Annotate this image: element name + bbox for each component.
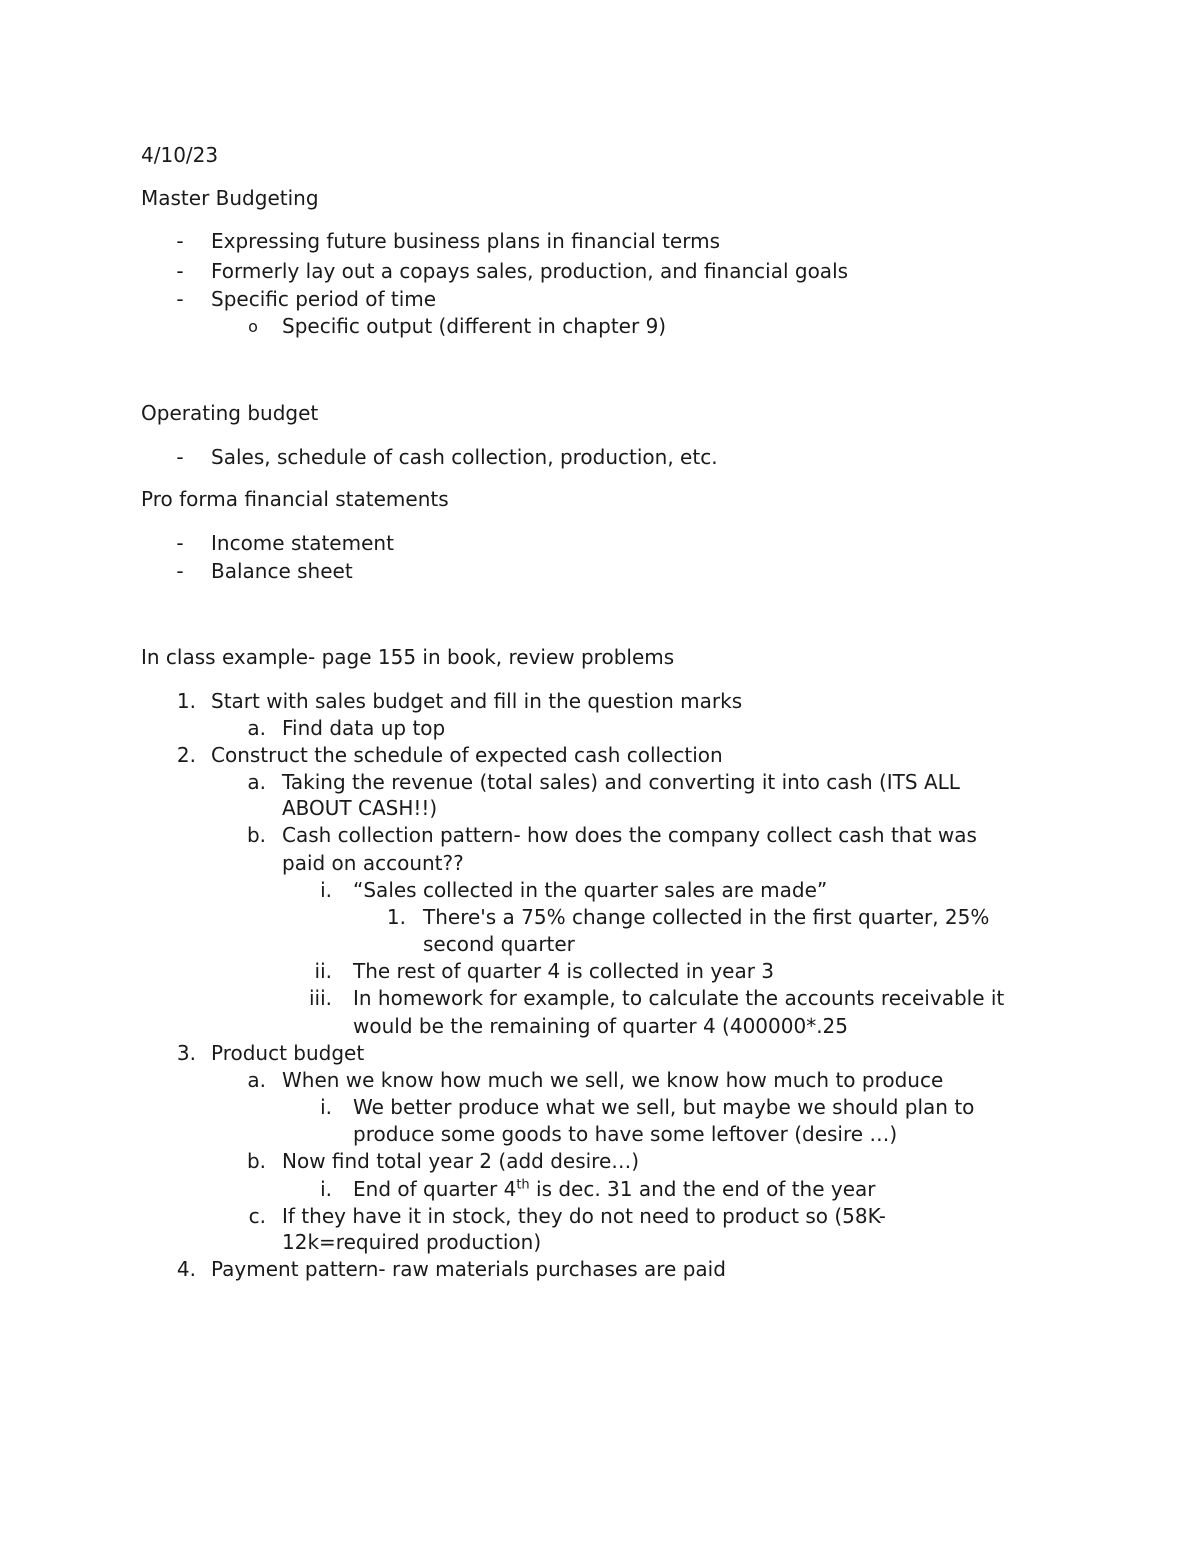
bullet-text: Income statement <box>211 531 394 555</box>
bullet-text: Expressing future business plans in financial terms <box>211 229 720 253</box>
list-marker: b. <box>246 1149 266 1173</box>
list-item-text: The rest of quarter 4 is collected in year 3 <box>353 959 775 983</box>
sub-bullet-text: Specific output (different in chapter 9) <box>282 314 667 338</box>
list-item-text: ABOUT CASH!!) <box>282 796 438 820</box>
list-marker: a. <box>247 770 266 794</box>
list-marker: 3. <box>176 1041 196 1065</box>
heading-in-class-example: In class example- page 155 in book, review problems <box>141 645 675 669</box>
list-item-text: In homework for example, to calculate the accounts receivable it <box>353 986 1005 1010</box>
list-marker: c. <box>248 1204 266 1228</box>
list-item-text: paid on account?? <box>282 851 464 875</box>
list-item-text: If they have it in stock, they do not need to product so (58K- <box>282 1204 886 1228</box>
list-item-text: Payment pattern- raw materials purchases are paid <box>211 1257 726 1281</box>
bullet-marker: - <box>176 559 184 583</box>
bullet-text: Formerly lay out a copays sales, production, and financial goals <box>211 259 849 283</box>
list-marker: i. <box>320 878 332 902</box>
list-marker: i. <box>320 1095 332 1119</box>
list-item-text: second quarter <box>423 932 575 956</box>
heading-master-budgeting: Master Budgeting <box>141 186 319 210</box>
list-item-text <box>353 1179 876 1199</box>
list-item-text: We better produce what we sell, but maybe we should plan to <box>353 1095 975 1119</box>
list-marker: a. <box>247 716 266 740</box>
list-marker: a. <box>247 1068 266 1092</box>
bullet-marker: - <box>176 445 184 469</box>
list-marker: i. <box>320 1177 332 1201</box>
list-marker: 2. <box>176 743 196 767</box>
text-segment: End of quarter 4 <box>353 1177 517 1201</box>
list-marker: ii. <box>314 959 332 983</box>
bullet-text: Specific period of time <box>211 287 437 311</box>
bullet-marker: - <box>176 259 184 283</box>
list-item-text: There's a 75% change collected in the first quarter, 25% <box>423 905 990 929</box>
list-marker: 1. <box>386 905 406 929</box>
list-item-text: Product budget <box>211 1041 365 1065</box>
list-marker: b. <box>246 823 266 847</box>
list-marker: iii. <box>308 986 332 1010</box>
list-item-text: “Sales collected in the quarter sales are made” <box>353 878 828 902</box>
list-item-text: Cash collection pattern- how does the company collect cash that was <box>282 823 977 847</box>
list-item-text: Find data up top <box>282 716 446 740</box>
superscript: th <box>516 1177 530 1193</box>
list-item-text: Construct the schedule of expected cash collection <box>211 743 723 767</box>
list-item-text: produce some goods to have some leftover (desire …) <box>353 1122 898 1146</box>
heading-operating-budget: Operating budget <box>141 401 319 425</box>
bullet-marker: - <box>176 229 184 253</box>
heading-pro-forma: Pro forma financial statements <box>141 487 449 511</box>
sub-bullet-marker: o <box>248 317 258 336</box>
bullet-text: Balance sheet <box>211 559 353 583</box>
list-item-text: When we know how much we sell, we know how much to produce <box>282 1068 944 1092</box>
bullet-marker: - <box>176 287 184 311</box>
bullet-marker: - <box>176 531 184 555</box>
list-item-text: would be the remaining of quarter 4 (400000*.25 <box>353 1014 849 1038</box>
list-item-text: 12k=required production) <box>282 1230 542 1254</box>
list-marker: 1. <box>176 689 196 713</box>
list-item-text: Taking the revenue (total sales) and converting it into cash (ITS ALL <box>282 770 960 794</box>
list-item-text: Now find total year 2 (add desire…) <box>282 1149 640 1173</box>
text-segment: is dec. 31 and the end of the year <box>529 1177 876 1201</box>
bullet-text: Sales, schedule of cash collection, production, etc. <box>211 445 718 469</box>
date-line: 4/10/23 <box>141 143 219 167</box>
list-marker: 4. <box>176 1257 196 1281</box>
list-item-text: Start with sales budget and fill in the question marks <box>211 689 743 713</box>
